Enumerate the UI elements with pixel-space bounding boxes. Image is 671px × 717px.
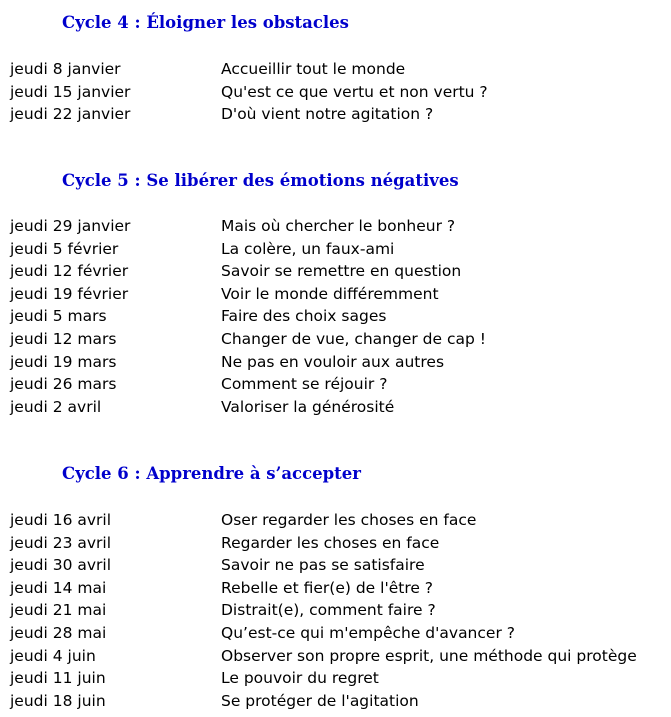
session-date: jeudi 21 mai [10, 601, 107, 620]
session-topic: Le pouvoir du regret [221, 669, 379, 688]
session-date: jeudi 8 janvier [10, 60, 121, 78]
session-topic: Qu’est-ce qui m'empêche d'avancer ? [221, 623, 515, 642]
session-date: jeudi 5 mars [10, 307, 107, 326]
session-topic: La colère, un faux-ami [221, 239, 395, 258]
session-topic: Distrait(e), comment faire ? [221, 601, 436, 620]
session-topic: Comment se réjouir ? [221, 375, 388, 394]
cycle-5-title: Cycle 5 : Se libérer des émotions négatives [62, 171, 459, 190]
session-topic: Regarder les choses en face [221, 533, 440, 552]
session-topic: Valoriser la générosité [221, 397, 395, 416]
session-date: jeudi 18 juin [10, 691, 106, 710]
session-date: jeudi 29 janvier [10, 217, 131, 235]
session-date: jeudi 19 mars [10, 352, 117, 371]
session-topic: D'où vient notre agitation ? [221, 105, 434, 124]
session-topic: Qu'est ce que vertu et non vertu ? [221, 82, 488, 101]
session-topic: Se protéger de l'agitation [221, 691, 419, 710]
session-topic: Ne pas en vouloir aux autres [221, 352, 445, 371]
session-date: jeudi 14 mai [10, 578, 107, 597]
session-topic: Rebelle et fier(e) de l'être ? [221, 578, 434, 597]
session-date: jeudi 15 janvier [10, 82, 131, 101]
session-date: jeudi 5 février [10, 239, 119, 258]
session-topic: Savoir ne pas se satisfaire [221, 556, 425, 575]
session-topic: Voir le monde différemment [221, 284, 439, 303]
cycle-4-title: Cycle 4 : Éloigner les obstacles [62, 13, 349, 32]
session-topic: Changer de vue, changer de cap ! [221, 329, 486, 348]
session-date: jeudi 28 mai [10, 623, 107, 642]
session-date: jeudi 19 février [10, 284, 129, 303]
session-date: jeudi 11 juin [10, 669, 106, 688]
session-topic: Oser regarder les choses en face [221, 511, 477, 529]
session-date: jeudi 4 juin [10, 646, 96, 665]
session-topic: Savoir se remettre en question [221, 262, 462, 281]
session-date: jeudi 26 mars [10, 375, 117, 394]
cycle-6-title: Cycle 6 : Apprendre à s’accepter [62, 464, 361, 483]
session-date: jeudi 12 février [10, 262, 129, 281]
session-date: jeudi 2 avril [10, 397, 102, 416]
session-topic: Mais où chercher le bonheur ? [221, 217, 456, 235]
session-topic: Observer son propre esprit, une méthode qui protège [221, 646, 637, 665]
session-date: jeudi 22 janvier [10, 105, 131, 124]
session-topic: Faire des choix sages [221, 307, 387, 326]
session-date: jeudi 16 avril [10, 511, 112, 529]
session-topic: Accueillir tout le monde [221, 60, 406, 78]
session-date: jeudi 23 avril [10, 533, 112, 552]
session-date: jeudi 12 mars [10, 329, 117, 348]
session-date: jeudi 30 avril [10, 556, 112, 575]
